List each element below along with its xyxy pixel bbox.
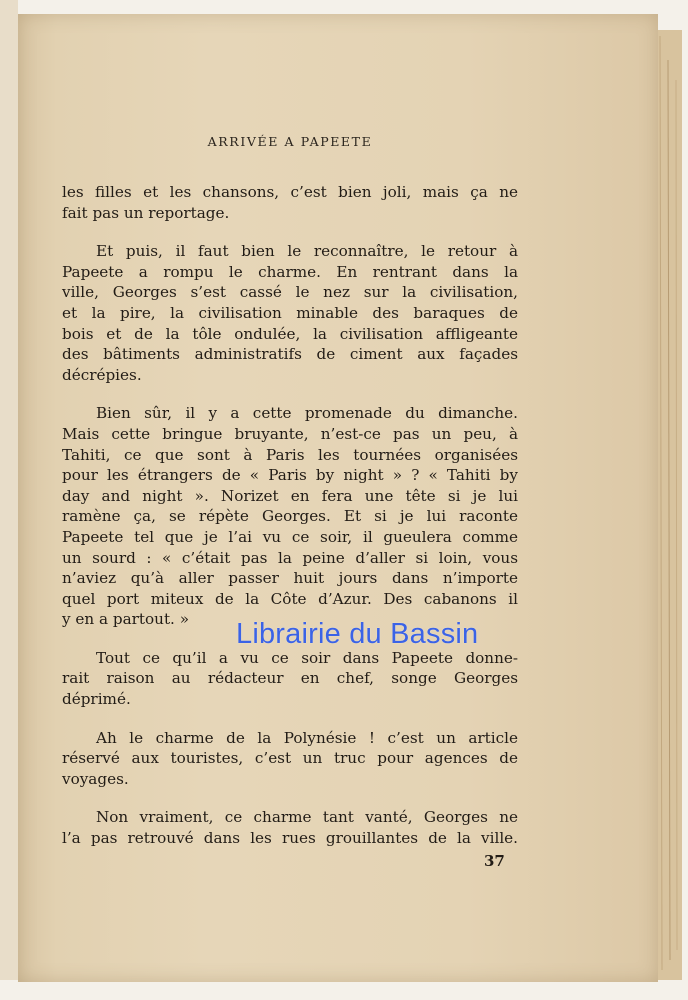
text-line: Bien sûr, il y a cette promenade du dimanche. [96,404,518,423]
text-line: quel port miteux de la Côte d’Azur. Des cabanons il [62,589,518,608]
text-line: Tout ce qu’il a vu ce soir dans Papeete donne- [96,648,518,667]
page-body [62,182,518,849]
text-line: ramène ça, se répète Georges. Et si je lui raconte [62,507,518,526]
paragraph [62,807,518,848]
text-line: et la pire, la civilisation minable des baraques de [62,303,518,322]
text-line: Papeete a rompu le charme. En rentrant dans la [62,262,518,281]
text-line: décrépies. [62,365,142,384]
text-line: y en a partout. » [62,610,190,629]
watermark: Librairie du Bassin [236,618,479,650]
text-line: Et puis, il faut bien le reconnaître, le retour à [96,242,518,261]
text-line: fait pas un reportage. [62,203,230,222]
text-line: déprimé. [62,690,131,709]
text-line: l’a pas retrouvé dans les rues grouillantes de la ville. [62,829,518,848]
text-line: des bâtiments administratifs de ciment aux façades [62,345,518,364]
text-line: n’aviez qu’à aller passer huit jours dans n’importe [62,569,518,588]
paragraph [62,241,518,385]
paragraph [62,648,518,710]
text-line: Papeete tel que je l’ai vu ce soir, il gueulera comme [62,527,518,546]
text-line: un sourd : « c’était pas la peine d’aller si loin, vous [62,548,518,567]
text-line: ville, Georges s’est cassé le nez sur la civilisation, [62,283,518,302]
text-line: bois et de la tôle ondulée, la civilisation affligeante [62,324,518,343]
text-line: réservé aux touristes, c’est un truc pour agences de [62,749,518,768]
paragraph [62,403,518,630]
running-head: ARRIVÉE A PAPEETE [207,134,373,149]
text-line: pour les étrangers de « Paris by night » ? « Tahiti by [62,466,518,485]
paragraph [62,182,518,223]
text-line: les filles et les chansons, c’est bien joli, mais ça ne [62,183,518,201]
page-number: 37 [484,852,505,870]
text-line: Mais cette bringue bruyante, n’est-ce pas un peu, à [62,424,518,443]
text-line: voyages. [62,769,129,788]
background-strip [0,980,688,1000]
text-line: Ah le charme de la Polynésie ! c’est un article [96,728,518,747]
paragraph [62,728,518,790]
text-line: Tahiti, ce que sont à Paris les tournées organisées [62,445,518,464]
text-line: rait raison au rédacteur en chef, songe Georges [62,669,518,688]
text-line: Non vraiment, ce charme tant vanté, Georges ne [96,808,518,827]
text-line: day and night ». Norizet en fera une tête si je lui [62,486,518,505]
